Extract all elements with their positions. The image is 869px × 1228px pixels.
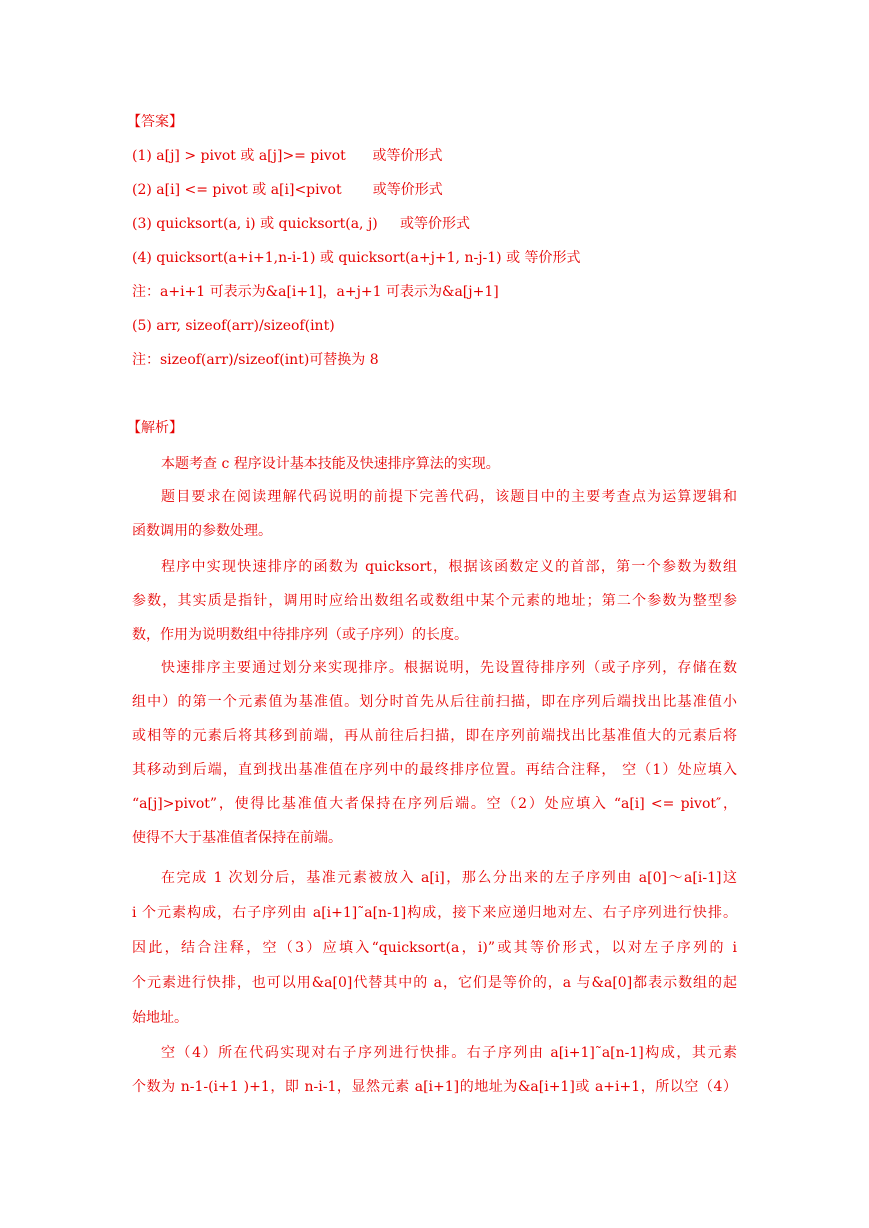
answer-heading: 【答案】 (127, 114, 183, 130)
answer-line: (1) a[j] > pivot 或 a[j]>= pivot 或等价形式 (132, 148, 443, 164)
paragraph-line: 快速排序主要通过划分来实现排序。根据说明，先设置待排序列（或子序列，存储在数 (161, 660, 737, 676)
paragraph-line: 题目要求在阅读理解代码说明的前提下完善代码，该题目中的主要考查点为运算逻辑和 (161, 489, 737, 505)
paragraph-line: 组中）的第一个元素值为基准值。划分时首先从后往前扫描，即在序列后端找出比基准值小 (132, 694, 737, 710)
answer-note: 注：a+i+1 可表示为&a[i+1]，a+j+1 可表示为&a[j+1] (132, 284, 499, 300)
answer-note: 注：sizeof(arr)/sizeof(int)可替换为 8 (132, 352, 379, 368)
analysis-heading: 【解析】 (127, 420, 183, 436)
paragraph-line: 使得不大于基准值者保持在前端。 (132, 830, 342, 846)
answer-line: (2) a[i] <= pivot 或 a[i]<pivot 或等价形式 (132, 182, 443, 198)
paragraph-line: 其移动到后端，直到找出基准值在序列中的最终排序位置。再结合注释， 空（1）处应填入 (132, 762, 737, 778)
paragraph-line: 或相等的元素后将其移到前端，再从前往后扫描，即在序列前端找出比基准值大的元素后将 (132, 728, 737, 744)
answer-line: (4) quicksort(a+i+1,n-i-1) 或 quicksort(a+j+1, n-j-1) 或 等价形式 (132, 250, 581, 266)
paragraph-line: i 个元素构成，右子序列由 a[i+1]˜a[n-1]构成，接下来应递归地对左、右子序列进行快排。 (132, 905, 737, 921)
paragraph-line: 因此，结合注释，空（3）应填入“quicksort(a，i)”或其等价形式，以对左子序列的 i (132, 940, 737, 956)
paragraph-line: 程序中实现快速排序的函数为 quicksort，根据该函数定义的首部，第一个参数为数组 (161, 559, 737, 575)
answer-line: (3) quicksort(a, i) 或 quicksort(a, j) 或等价形式 (132, 216, 471, 232)
paragraph-line: 个数为 n-1-(i+1 )+1，即 n-i-1，显然元素 a[i+1]的地址为&a[i+1]或 a+i+1，所以空（4） (132, 1079, 737, 1095)
analysis-paragraph-1 (132, 454, 737, 474)
analysis-paragraph-3 (132, 557, 737, 645)
paragraph-line: 始地址。 (132, 1010, 188, 1026)
paragraph-line: 在完成 1 次划分后，基准元素被放入 a[i]，那么分出来的左子序列由 a[0]～a[i-1]这 (161, 870, 737, 886)
analysis-paragraph-5 (132, 868, 737, 1028)
paragraph-line: “a[j]>pivot”，使得比基准值大者保持在序列后端。空（2）处应填入 “a[i] <= pivot″， (132, 796, 737, 812)
analysis-paragraph-2 (132, 487, 737, 541)
paragraph-line: 函数调用的参数处理。 (132, 523, 272, 539)
analysis-paragraph-4 (132, 658, 737, 848)
paragraph-line: 个元素进行快排，也可以用&a[0]代替其中的 a，它们是等价的，a 与&a[0]都表示数组的起 (132, 975, 737, 991)
paragraph-line: 本题考查 c 程序设计基本技能及快速排序算法的实现。 (161, 456, 500, 472)
answer-line: (5) arr, sizeof(arr)/sizeof(int) (132, 318, 335, 334)
analysis-paragraph-6 (132, 1043, 737, 1097)
paragraph-line: 参数，其实质是指针，调用时应给出数组名或数组中某个元素的地址；第二个参数为整型参 (132, 593, 737, 609)
paragraph-line: 数，作用为说明数组中待排序列（或子序列）的长度。 (132, 627, 468, 643)
paragraph-line: 空（4）所在代码实现对右子序列进行快排。右子序列由 a[i+1]˜a[n-1]构成，其元素 (161, 1045, 737, 1061)
